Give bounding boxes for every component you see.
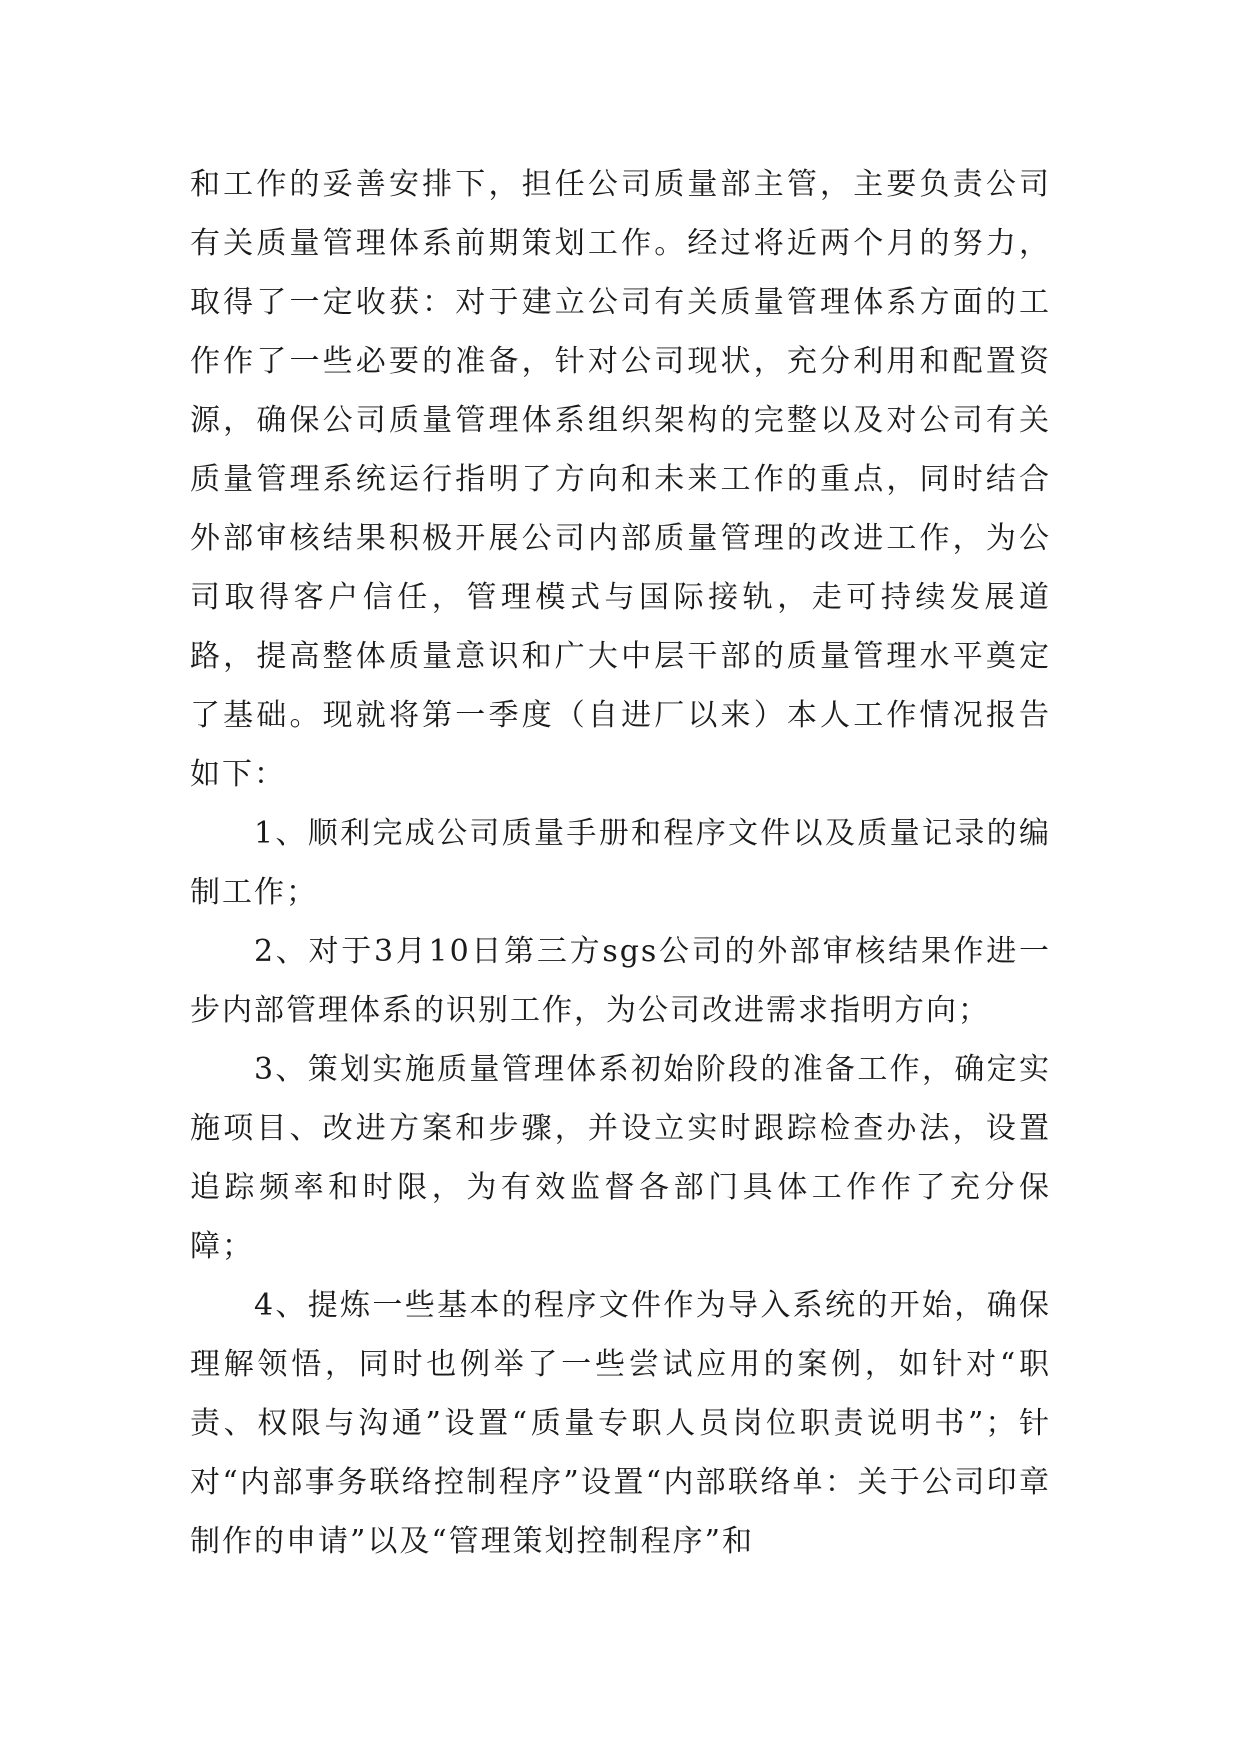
paragraph-intro: 和工作的妥善安排下，担任公司质量部主管，主要负责公司有关质量管理体系前期策划工作。经过将近两个月的努力，取得了一定收获：对于建立公司有关质量管理体系方面的工作作了一些必要的准备，针对公司现状，充分利用和配置资源，确保公司质量管理体系组织架构的完整以及对公司有关质量管理系统运行指明了方向和未来工作的重点，同时结合外部审核结果积极开展公司内部质量管理的改进工作，为公司取得客户信任，管理模式与国际接轨，走可持续发展道路，提高整体质量意识和广大中层干部的质量管理水平奠定了基础。现就将第一季度（自进厂以来）本人工作情况报告如下：: [190, 167, 1051, 792]
list-item-3: 3、策划实施质量管理体系初始阶段的准备工作，确定实施项目、改进方案和步骤，并设立实时跟踪检查办法，设置追踪频率和时限，为有效监督各部门具体工作作了充分保障；: [190, 1052, 1051, 1264]
list-item-2: 2、对于3月10日第三方sgs公司的外部审核结果作进一步内部管理体系的识别工作，为公司改进需求指明方向；: [190, 934, 1051, 1028]
list-item-1: 1、顺利完成公司质量手册和程序文件以及质量记录的编制工作；: [190, 816, 1051, 910]
document-page: [190, 155, 1051, 1571]
list-item-4: 4、提炼一些基本的程序文件作为导入系统的开始，确保理解领悟，同时也例举了一些尝试应用的案例，如针对“职责、权限与沟通”设置“质量专职人员岗位职责说明书”；针对“内部事务联络控制程序”设置“内部联络单：关于公司印章制作的申请”以及“管理策划控制程序”和: [190, 1288, 1051, 1559]
